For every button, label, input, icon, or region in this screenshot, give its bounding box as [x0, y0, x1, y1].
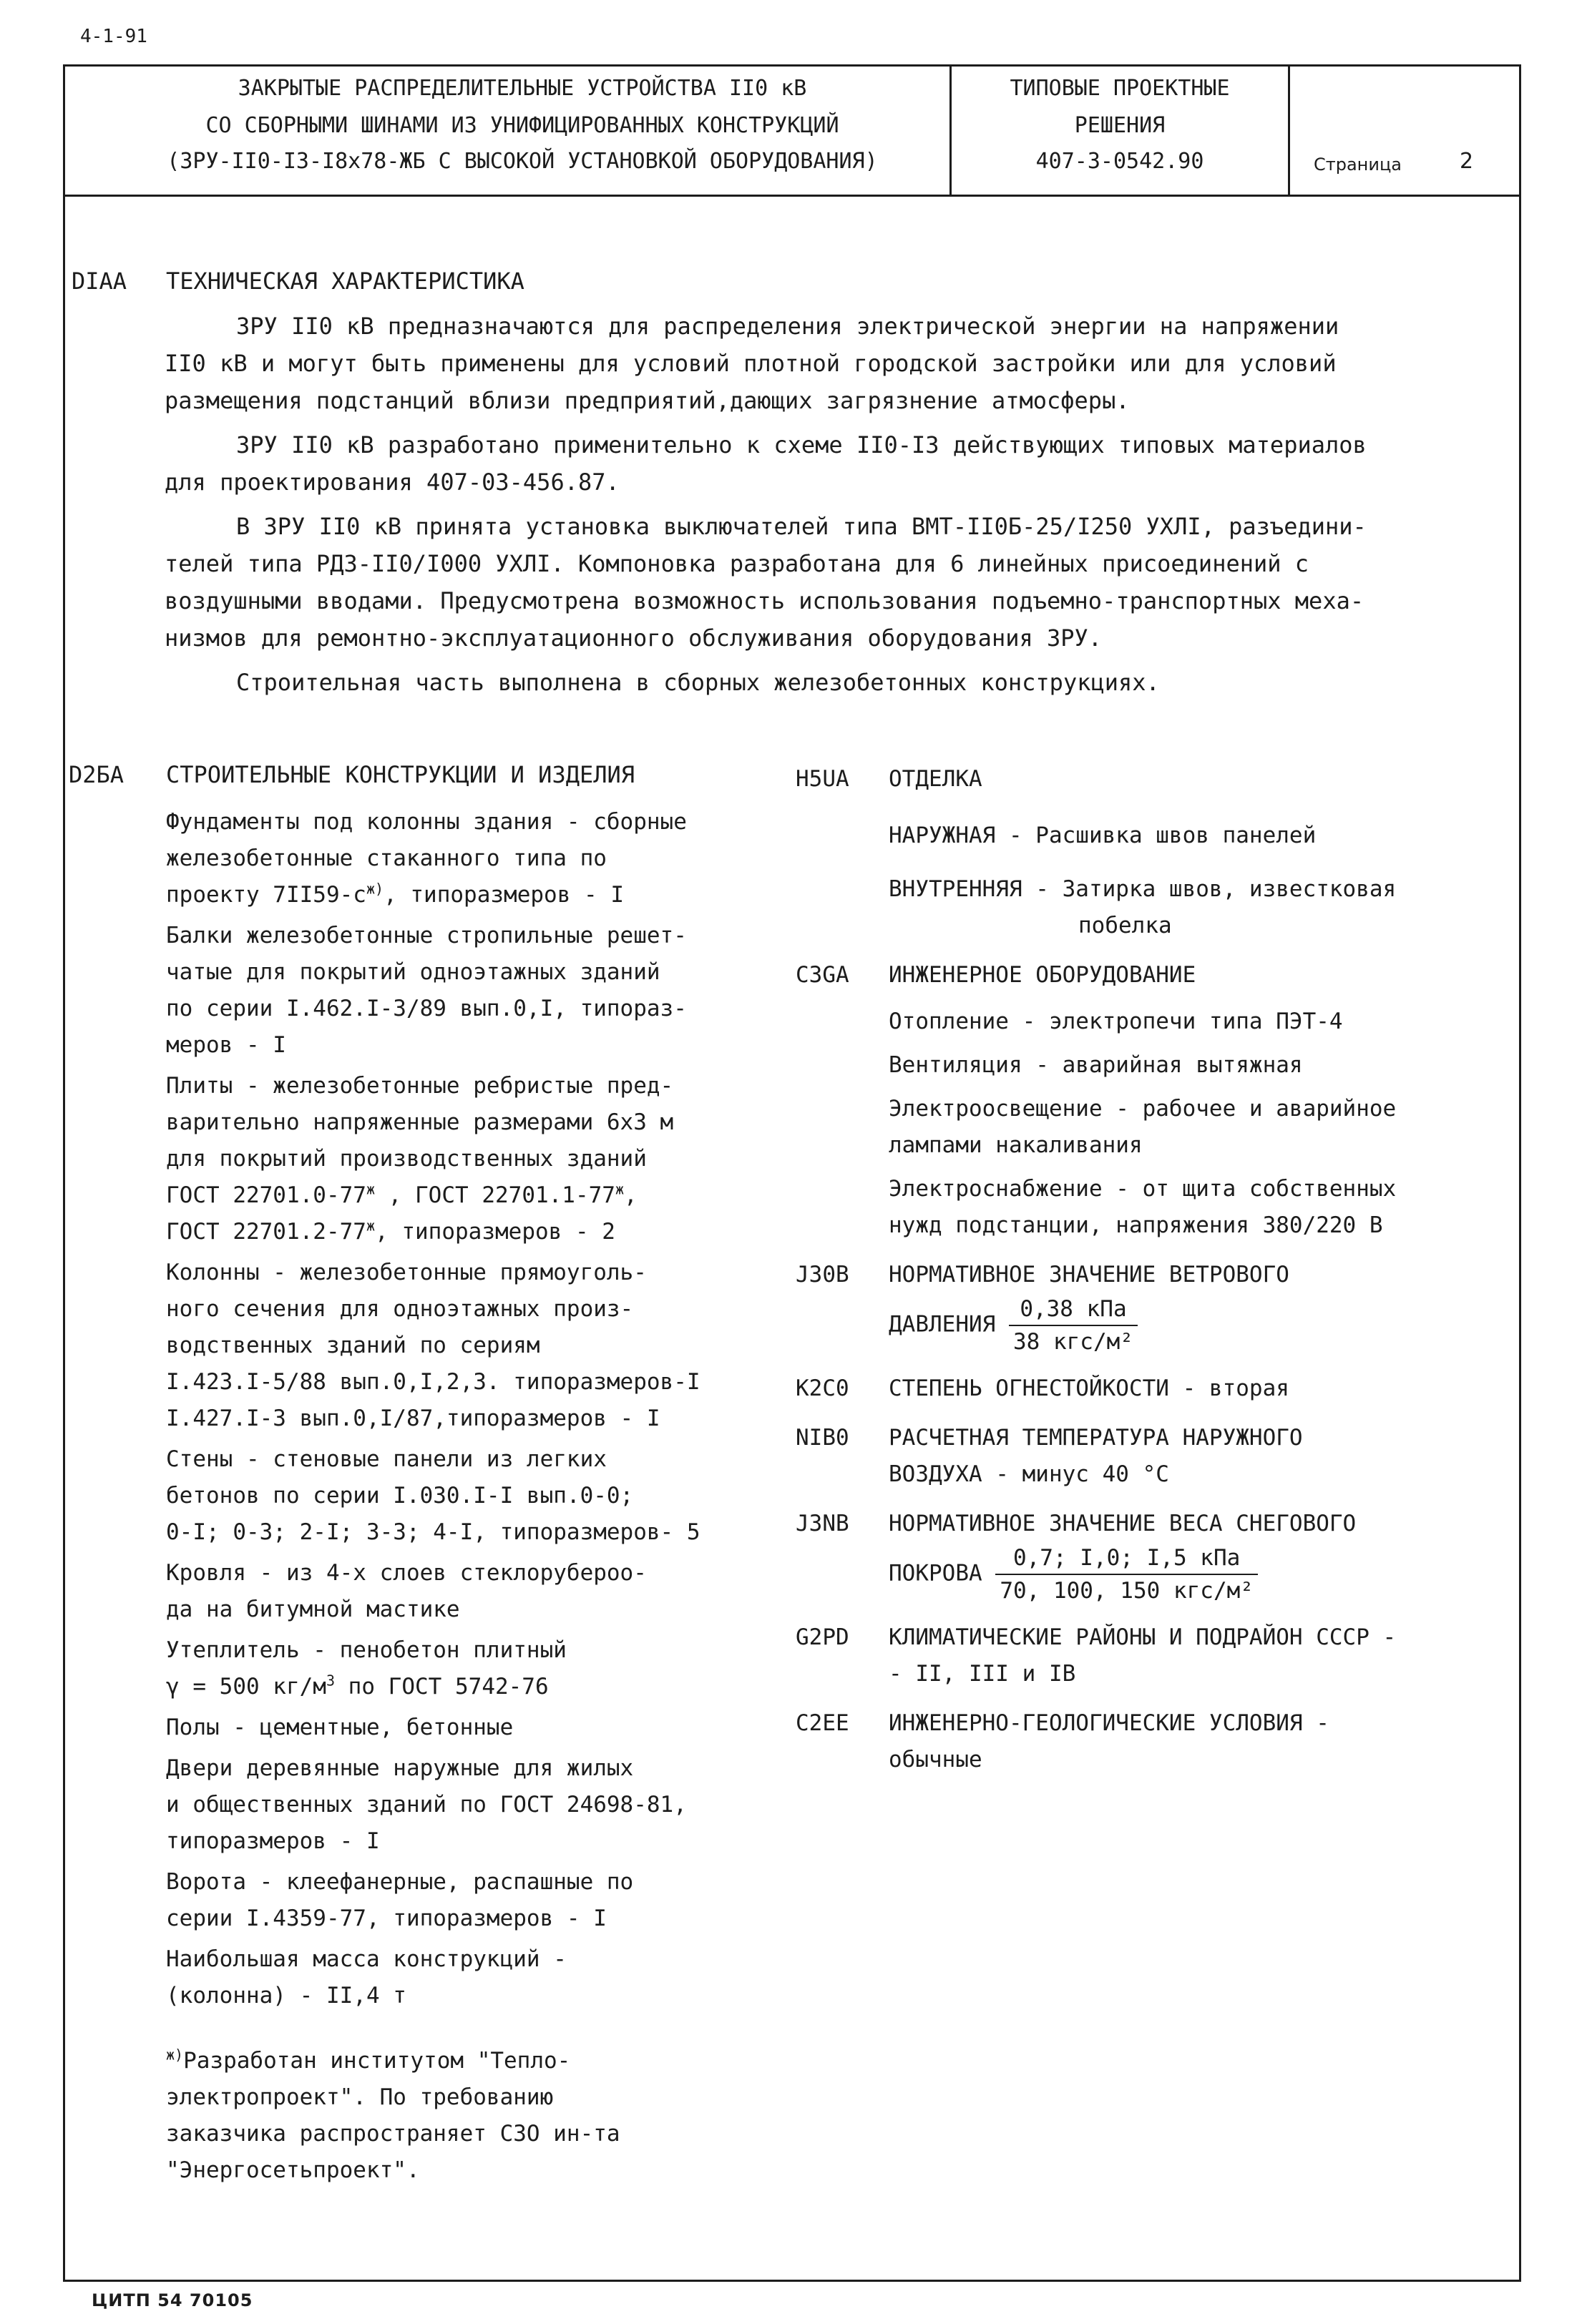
section-code: G2PD	[796, 1624, 849, 1650]
param-title: НОРМАТИВНОЕ ЗНАЧЕНИЕ ВЕСА СНЕГОВОГО	[889, 1511, 1357, 1536]
text-line: Двери деревянные наружные для жилых	[166, 1755, 634, 1781]
text-line: ВНУТРЕННЯЯ - Затирка швов, известковая	[889, 876, 1397, 902]
text-line: ЗРУ II0 кВ разработано применительно к схеме II0-I3 действующих типовых материалов	[236, 431, 1367, 459]
text-line: Плиты - железобетонные ребристые пред-	[166, 1073, 674, 1099]
text-line: чатые для покрытий одноэтажных зданий	[166, 959, 660, 985]
header-divider	[63, 195, 1521, 197]
text-line: Кровля - из 4-х слоев стеклорубероо-	[166, 1560, 647, 1586]
text-line: меров - I	[166, 1032, 286, 1058]
section-title: ТЕХНИЧЕСКАЯ ХАРАКТЕРИСТИКА	[166, 268, 524, 295]
text-line: Ворота - клеефанерные, распашные по	[166, 1869, 634, 1895]
header-col-divider-2	[1288, 64, 1290, 196]
text-line: Фундаменты под колонны здания - сборные	[166, 809, 687, 835]
param-block	[796, 1420, 1511, 1456]
text-line: бетонов по серии I.030.I-I вып.0-0;	[166, 1483, 634, 1509]
text-line: да на битумной мастике	[166, 1597, 460, 1622]
construction-list	[166, 804, 767, 2189]
text-line: НАРУЖНАЯ - Расшивка швов панелей	[889, 823, 1317, 848]
text-line: Полы - цементные, бетонные	[166, 1715, 514, 1740]
section-code: NIB0	[796, 1425, 849, 1451]
param-title: ИНЖЕНЕРНО-ГЕОЛОГИЧЕСКИЕ УСЛОВИЯ -	[889, 1710, 1329, 1736]
param-title: КЛИМАТИЧЕСКИЕ РАЙОНЫ И ПОДРАЙОН СССР -	[889, 1624, 1397, 1650]
param-title: НОРМАТИВНОЕ ЗНАЧЕНИЕ ВЕТРОВОГО	[889, 1262, 1289, 1288]
text-line: обычные	[889, 1747, 982, 1773]
section-code: C2EE	[796, 1710, 849, 1736]
page-number: 2	[1460, 149, 1474, 174]
text-line: низмов для ремонтно-эксплуатационного обслуживания оборудования ЗРУ.	[165, 624, 1103, 652]
text-line: $^{ж)}$Разработан институтом "Тепло-	[166, 2046, 571, 2074]
param-block	[796, 1619, 1511, 1656]
text-line: Балки железобетонные стропильные решет-	[166, 923, 687, 948]
param-block	[796, 1506, 1511, 1542]
param-block	[796, 761, 1511, 798]
text-line: В ЗРУ II0 кВ принята установка выключателей типа ВМТ-II0Б-25/I250 УХЛI, разъедини-	[236, 513, 1367, 540]
text-line: серии I.4359-77, типоразмеров - I	[166, 1906, 607, 1931]
param-title: РАСЧЕТНАЯ ТЕМПЕРАТУРА НАРУЖНОГО	[889, 1425, 1303, 1451]
text-line: γ = 500 $кг/м^3$ по ГОСТ 5742-76	[166, 1672, 549, 1700]
text-line: проекту $7II59-с^{ж)}$, типоразмеров - I	[166, 880, 625, 908]
header-col-divider-1	[949, 64, 952, 196]
text-line: Вентиляция - аварийная вытяжная	[889, 1052, 1303, 1078]
wind-pressure-fraction: $\frac{\text{0,38 кПа}}{\text{38 кгс/м²}}$	[1009, 1293, 1138, 1358]
section-text	[165, 308, 1467, 701]
text-line: Стены - стеновые панели из легких	[166, 1446, 607, 1472]
text-line: ГОСТ $22701.2-77^ж$, типоразмеров - 2	[166, 1217, 615, 1245]
param-block	[796, 957, 1511, 994]
section-code: H5UA	[796, 766, 849, 792]
text-line: по серии I.462.I-3/89 вып.0,I, типораз-	[166, 996, 687, 1021]
text-line: варительно напряженные размерами 6х3 м	[166, 1109, 674, 1135]
text-line: ного сечения для одноэтажных произ-	[166, 1296, 634, 1322]
text-line: для проектирования 407-03-456.87.	[165, 469, 620, 496]
param-block	[796, 1705, 1511, 1742]
footer-print-mark: ЦИТП 54 70105	[92, 2290, 253, 2310]
text-line: Утеплитель - пенобетон плитный	[166, 1637, 567, 1663]
text-line: и общественных зданий по ГОСТ 24698-81,	[166, 1792, 687, 1818]
text-line: размещения подстанций вблизи предприятий,дающих загрязнение атмосферы.	[165, 387, 1130, 414]
text-line: водственных зданий по сериям	[166, 1333, 540, 1358]
snow-load-fraction: $\frac{\text{0,7; I,0; I,5 кПа}}{\text{70, 100, 150 кгс/м²}}$	[995, 1542, 1258, 1607]
section-code: J3NB	[796, 1511, 849, 1536]
parameters-list	[796, 761, 1511, 1778]
text-line: ГОСТ $22701.0-77^ж$ , ГОСТ $22701.1-77^ж$,	[166, 1180, 638, 1208]
param-title: ОТДЕЛКА	[889, 766, 982, 792]
series-number: 407-3-0542.90	[1035, 149, 1204, 174]
title-line: ЗАКРЫТЫЕ РАСПРЕДЕЛИТЕЛЬНЫЕ УСТРОЙСТВА II0 кВ	[238, 76, 807, 101]
text-line: "Энергосетьпроект".	[166, 2157, 420, 2183]
section-code: C3GA	[796, 962, 849, 988]
text-line: Строительная часть выполнена в сборных железобетонных конструкциях.	[236, 669, 1160, 696]
section-title: СТРОИТЕЛЬНЫЕ КОНСТРУКЦИИ И ИЗДЕЛИЯ	[166, 761, 635, 788]
text-line: I.423.I-5/88 вып.0,I,2,3. типоразмеров-I	[166, 1369, 700, 1395]
text-line: Наибольшая масса конструкций -	[166, 1946, 567, 1972]
text-line: для покрытий производственных зданий	[166, 1146, 647, 1172]
section-code: J30B	[796, 1262, 849, 1288]
footnote	[166, 2043, 767, 2189]
text-line: II0 кВ и могут быть применены для условий плотной городской застройки или для условий	[165, 350, 1337, 377]
text-line: ЗРУ II0 кВ предназначаются для распределения электрической энергии на напряжении	[236, 313, 1339, 340]
text-line: железобетонные стаканного типа по	[166, 845, 607, 871]
series-line: ТИПОВЫЕ ПРОЕКТНЫЕ	[1010, 76, 1230, 101]
param-title: СТЕПЕНЬ ОГНЕСТОЙКОСТИ - вторая	[889, 1376, 1289, 1401]
text-line: воздушными вводами. Предусмотрена возможность использования подъемно-транспортных меха-	[165, 587, 1364, 614]
text-line: 0-I; 0-3; 2-I; 3-3; 4-I, типоразмеров- 5	[166, 1519, 700, 1545]
text-line: Электроосвещение - рабочее и аварийное	[889, 1096, 1397, 1122]
param-title: ИНЖЕНЕРНОЕ ОБОРУДОВАНИЕ	[889, 962, 1196, 988]
text-line: нужд подстанции, напряжения 380/220 В	[889, 1212, 1383, 1238]
param-block	[796, 1257, 1511, 1293]
text-line: лампами накаливания	[889, 1132, 1143, 1158]
text-line: типоразмеров - I	[166, 1828, 380, 1854]
text-line: - II, III и IB	[889, 1661, 1076, 1687]
section-code: D2БA	[69, 761, 124, 788]
text-line: Отопление - электропечи типа ПЭТ-4	[889, 1009, 1343, 1034]
text-line: ДАВЛЕНИЯ $\frac{\text{0,38 кПа}}{\text{38 кгс/м²}}$	[796, 1293, 1511, 1358]
title-line: СО СБОРНЫМИ ШИНАМИ ИЗ УНИФИЦИРОВАННЫХ КОНСТРУКЦИЙ	[205, 113, 839, 138]
page-label: Страница	[1314, 155, 1402, 175]
text-line: I.427.I-3 вып.0,I/87,типоразмеров - I	[166, 1406, 660, 1431]
param-block	[796, 1371, 1511, 1407]
text-line: ПОКРОВА $\frac{\text{0,7; I,0; I,5 кПа}}{\text{70, 100, 150 кгс/м²}}$	[796, 1542, 1511, 1607]
text-line: телей типа РДЗ-II0/I000 УХЛI. Компоновка разработана для 6 линейных присоединений с	[165, 550, 1309, 577]
sheet-corner-mark: 4-1-91	[80, 26, 147, 47]
title-line: (ЗРУ-II0-I3-I8х78-ЖБ С ВЫСОКОЙ УСТАНОВКОЙ ОБОРУДОВАНИЯ)	[167, 149, 878, 174]
text-line: ВОЗДУХА - минус 40 °С	[889, 1461, 1169, 1487]
text-line: (колонна) - II,4 т	[166, 1983, 406, 2009]
text-line: Колонны - железобетонные прямоуголь-	[166, 1260, 647, 1285]
text-line: заказчика распространяет СЗО ин-та	[166, 2121, 620, 2147]
text-line: электропроект". По требованию	[166, 2084, 554, 2110]
section-code: DIAA	[72, 268, 127, 295]
series-line: РЕШЕНИЯ	[1074, 113, 1166, 138]
text-line: побелка	[1078, 913, 1172, 938]
text-line: Электроснабжение - от щита собственных	[889, 1176, 1397, 1202]
section-code: K2C0	[796, 1376, 849, 1401]
